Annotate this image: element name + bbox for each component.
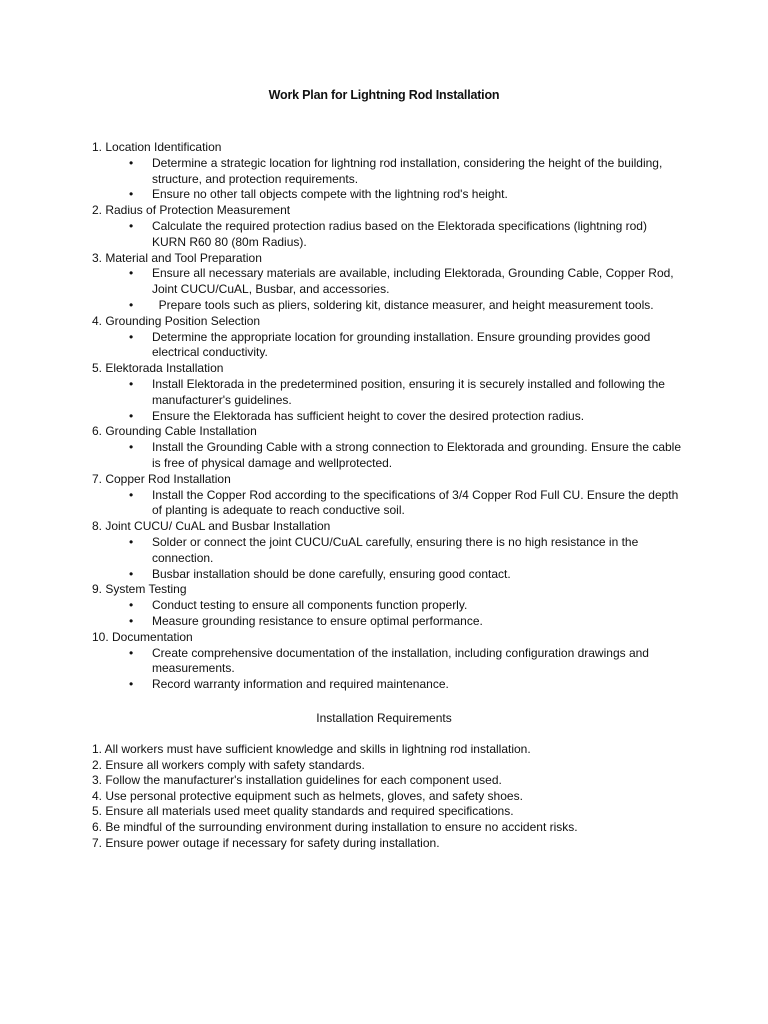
bullet-text: Install the Copper Rod according to the specifications of 3/4 Copper Rod Full CU. Ensure the depth of planting is adequate to reach conductive soil. [152, 487, 679, 518]
bullet-icon: • [129, 187, 134, 202]
bullet-list [92, 440, 682, 472]
bullet-list [92, 156, 682, 203]
bullet-item [92, 567, 682, 583]
bullet-icon: • [129, 566, 134, 581]
section-heading: 2. Radius of Protection Measurement [92, 203, 291, 218]
bullet-text: Ensure no other tall objects compete with the lightning rod's height. [152, 187, 508, 202]
bullet-text: Conduct testing to ensure all components function properly. [152, 598, 468, 613]
section-heading: 7. Copper Rod Installation [92, 471, 231, 486]
bullet-icon: • [129, 218, 134, 233]
bullet-text: Create comprehensive documentation of the installation, including configuration drawings and measurements. [152, 645, 649, 676]
section-copper-rod [92, 472, 682, 519]
document-title: Work Plan for Lightning Rod Installation [268, 88, 500, 102]
bullet-item [92, 614, 682, 630]
requirement-item: 2. Ensure all workers comply with safety standards. [92, 757, 365, 772]
bullet-item [92, 219, 682, 251]
section-heading: 8. Joint CUCU/ CuAL and Busbar Installation [92, 519, 331, 534]
bullet-text: Record warranty information and required maintenance. [152, 677, 449, 692]
bullet-item [92, 488, 682, 520]
bullet-text: Ensure all necessary materials are available, including Elektorada, Grounding Cable, Copper Rod, Joint CUCU/CuAL, Busbar, and accessories. [152, 266, 674, 297]
section-heading: 1. Location Identification [92, 140, 222, 154]
bullet-text: Prepare tools such as pliers, soldering kit, distance measurer, and height measurement tools. [152, 297, 654, 312]
section-heading: 4. Grounding Position Selection [92, 313, 261, 328]
section-heading: 6. Grounding Cable Installation [92, 424, 257, 439]
bullet-icon: • [129, 677, 134, 692]
bullet-item [92, 187, 682, 203]
bullet-list [92, 330, 682, 362]
section-heading: 3. Material and Tool Preparation [92, 250, 262, 265]
bullet-icon: • [129, 598, 134, 613]
section-heading: 10. Documentation [92, 629, 193, 644]
bullet-list [92, 377, 682, 424]
bullet-list [92, 646, 682, 693]
requirement-item: 1. All workers must have sufficient knowledge and skills in lightning rod installation. [92, 742, 531, 756]
bullet-icon: • [129, 440, 134, 455]
bullet-text: Solder or connect the joint CUCU/CuAL carefully, ensuring there is no high resistance in the connection. [152, 534, 639, 565]
bullet-icon: • [129, 376, 134, 391]
section-location-identification [92, 140, 682, 203]
bullet-text: Determine a strategic location for lightning rod installation, considering the height of the building, structure, and protection requirements. [152, 155, 663, 186]
bullet-list [92, 488, 682, 520]
section-heading: 9. System Testing [92, 582, 187, 597]
bullet-list [92, 219, 682, 251]
bullet-icon: • [129, 534, 134, 549]
section-material-tool-preparation [92, 251, 682, 314]
bullet-text: Measure grounding resistance to ensure optimal performance. [152, 613, 483, 628]
section-elektorada-installation [92, 361, 682, 424]
bullet-icon: • [129, 613, 134, 628]
bullet-item [92, 535, 682, 567]
bullet-item [92, 440, 682, 472]
bullet-icon: • [129, 297, 134, 312]
requirement-item: 7. Ensure power outage if necessary for safety during installation. [92, 835, 440, 850]
bullet-text: Install Elektorada in the predetermined position, ensuring it is securely installed and following the manufacturer's guidelines. [152, 376, 665, 407]
bullet-item [92, 646, 682, 678]
section-system-testing [92, 582, 682, 629]
bullet-icon: • [129, 487, 134, 502]
requirement-item: 6. Be mindful of the surrounding environment during installation to ensure no accident risks. [92, 819, 578, 834]
requirement-item: 4. Use personal protective equipment such as helmets, gloves, and safety shoes. [92, 788, 523, 803]
bullet-list [92, 266, 682, 313]
bullet-item [92, 377, 682, 409]
work-plan-sections [92, 140, 682, 693]
bullet-text: Determine the appropriate location for grounding installation. Ensure grounding provides good electrical conductivity. [152, 329, 651, 360]
bullet-list [92, 535, 682, 582]
section-grounding-cable [92, 424, 682, 471]
section-grounding-position [92, 314, 682, 361]
requirements-list [92, 742, 692, 851]
bullet-item [92, 409, 682, 425]
bullet-item [92, 266, 682, 298]
bullet-text: Ensure the Elektorada has sufficient height to cover the desired protection radius. [152, 408, 585, 423]
bullet-icon: • [129, 645, 134, 660]
bullet-item [92, 298, 682, 314]
requirements-heading: Installation Requirements [316, 711, 452, 725]
bullet-item [92, 677, 682, 693]
section-heading: 5. Elektorada Installation [92, 361, 224, 376]
bullet-icon: • [129, 155, 134, 170]
bullet-list [92, 598, 682, 630]
bullet-item [92, 156, 682, 188]
bullet-text: Busbar installation should be done carefully, ensuring good contact. [152, 566, 511, 581]
bullet-text: Install the Grounding Cable with a strong connection to Elektorada and grounding. Ensure the cable is free of physical damage and wellprotected. [152, 440, 682, 470]
bullet-item [92, 598, 682, 614]
bullet-item [92, 330, 682, 362]
bullet-icon: • [129, 329, 134, 344]
section-documentation [92, 630, 682, 693]
bullet-icon: • [129, 266, 134, 281]
section-joint-busbar [92, 519, 682, 582]
requirement-item: 5. Ensure all materials used meet quality standards and required specifications. [92, 804, 514, 819]
requirement-item: 3. Follow the manufacturer's installation guidelines for each component used. [92, 773, 502, 788]
section-radius-of-protection [92, 203, 682, 250]
bullet-text: Calculate the required protection radius based on the Elektorada specifications (lightning rod) KURN R60 80 (80m Radius). [152, 218, 647, 249]
bullet-icon: • [129, 408, 134, 423]
